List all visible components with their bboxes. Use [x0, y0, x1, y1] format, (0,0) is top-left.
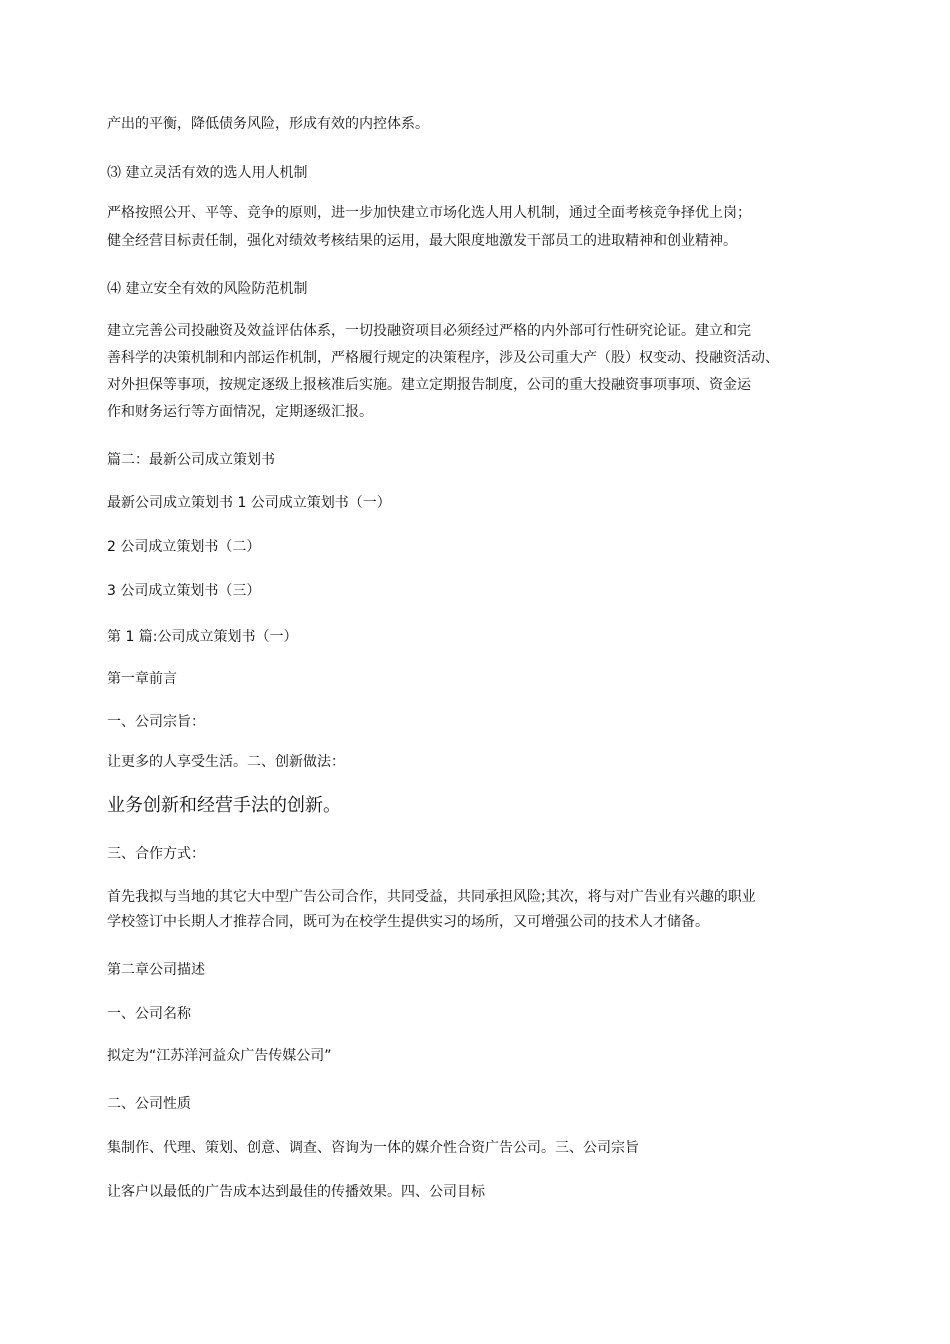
- paragraph: 建立完善公司投融资及效益评估体系，一切投融资项目必须经过严格的内外部可行性研究论证。建立和完: [107, 323, 751, 339]
- paragraph: 学校签订中长期人才推荐合同，既可为在校学生提供实习的场所，又可增强公司的技术人才储备。: [107, 914, 709, 930]
- section-heading: ⑶ 建立灵活有效的选人用人机制: [107, 165, 308, 181]
- chapter-heading: 第一章前言: [107, 671, 177, 687]
- paragraph: 首先我拟与当地的其它大中型广告公司合作，共同受益，共同承担风险;其次，将与对广告业有兴趣的职业: [107, 889, 756, 905]
- paragraph: 集制作、代理、策划、创意、调查、咨询为一体的媒介性合资广告公司。三、公司宗旨: [107, 1140, 639, 1156]
- toc-line: 最新公司成立策划书 1 公司成立策划书（一）: [107, 495, 391, 511]
- paragraph: 健全经营目标责任制，强化对绩效考核结果的运用，最大限度地激发干部员工的进取精神和创业精神。: [107, 233, 737, 249]
- section-heading: 一、公司宗旨：: [107, 714, 205, 730]
- toc-line: 2 公司成立策划书（二）: [107, 539, 261, 555]
- paragraph: 产出的平衡，降低债务风险，形成有效的内控体系。: [107, 116, 429, 132]
- paragraph: 让客户以最低的广告成本达到最佳的传播效果。四、公司目标: [107, 1184, 485, 1200]
- section-heading: ⑷ 建立安全有效的风险防范机制: [107, 281, 308, 297]
- paragraph: 拟定为“江苏洋河益众广告传媒公司”: [107, 1048, 332, 1064]
- toc-line: 3 公司成立策划书（三）: [107, 583, 261, 599]
- paragraph: 业务创新和经营手法的创新。: [107, 795, 341, 816]
- paragraph: 善科学的决策机制和内部运作机制，严格履行规定的决策程序，涉及公司重大产（股）权变动、投融资活动、: [107, 350, 779, 366]
- article-title: 第 1 篇:公司成立策划书（一）: [107, 629, 298, 645]
- paragraph: 作和财务运行等方面情况，定期逐级汇报。: [107, 404, 373, 420]
- section-heading: 三、合作方式：: [107, 846, 205, 862]
- paragraph: 对外担保等事项，按规定逐级上报核准后实施。建立定期报告制度，公司的重大投融资事项事项、资金运: [107, 377, 751, 393]
- paragraph: 让更多的人享受生活。二、创新做法：: [107, 754, 345, 770]
- section-heading: 一、公司名称: [107, 1006, 191, 1022]
- paragraph: 严格按照公开、平等、竞争的原则，进一步加快建立市场化选人用人机制，通过全面考核竞争择优上岗；: [107, 205, 751, 221]
- section-heading: 二、公司性质: [107, 1096, 191, 1112]
- chapter-title: 篇二：最新公司成立策划书: [107, 452, 275, 468]
- chapter-heading: 第二章公司描述: [107, 962, 205, 978]
